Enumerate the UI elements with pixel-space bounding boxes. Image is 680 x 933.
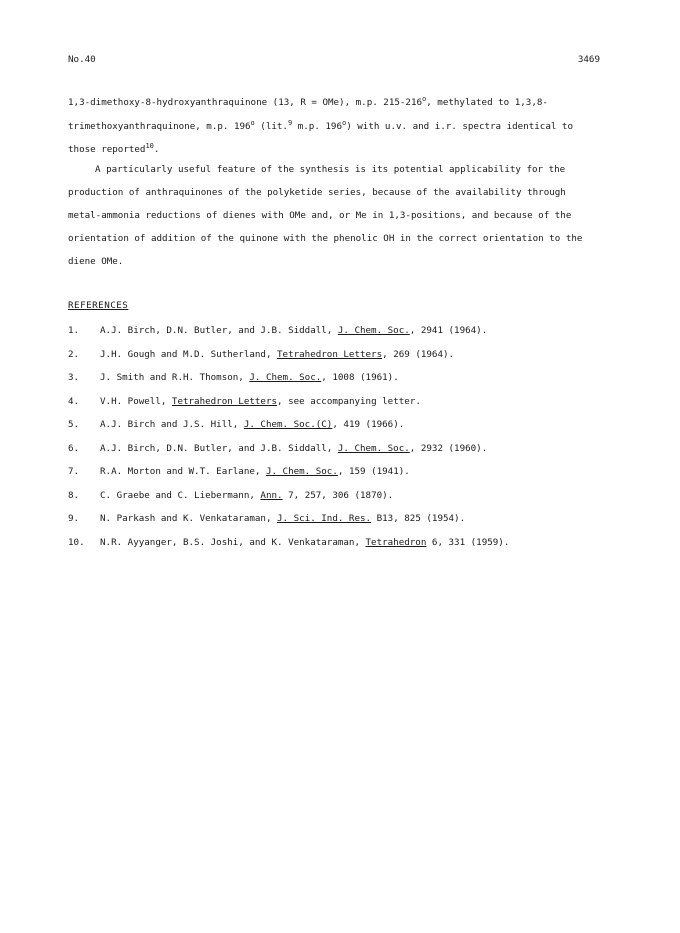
references-heading: REFERENCES [68,300,129,311]
paragraph-1-line-2 [68,118,573,132]
text-run: , methylated to 1,3,8- [426,97,548,108]
superscript: 9 [287,118,293,127]
reference-item [68,513,465,524]
reference-journal: Ann. [260,489,283,501]
paragraph-2-line-5: diene OMe. [68,256,124,267]
superscript: o [341,118,347,127]
reference-journal: J. Chem. Soc. [265,466,338,477]
reference-journal: J. Chem. Soc. [337,325,410,336]
reference-details: 6, 331 (1959). [426,536,510,548]
page-number: 3469 [577,54,600,65]
paragraph-1-line-3 [68,141,160,155]
superscript: o [250,118,255,127]
paragraph-2-line-4: orientation of addition of the quinone with the phenolic OH in the correct orientation to the [68,233,583,244]
reference-number: 1. [68,325,80,336]
reference-number: 5. [68,419,80,430]
text-run: (lit. [254,121,288,132]
superscript: o [422,94,427,103]
reference-item [68,419,404,430]
reference-authors: R.A. Morton and W.T. Earlane, [100,466,266,477]
reference-item [68,466,410,477]
reference-authors: C. Graebe and C. Liebermann, [100,489,261,501]
reference-details: 7, 257, 306 (1870). [282,489,394,501]
reference-authors: A.J. Birch, D.N. Butler, and J.B. Siddall, [100,442,338,454]
reference-number: 4. [68,395,80,407]
paragraph-2-line-3: metal-ammonia reductions of dienes with OMe and, or Me in 1,3-positions, and because of the [68,210,572,221]
reference-authors: J.H. Gough and M.D. Sutherland, [100,348,278,360]
reference-item [68,490,393,501]
superscript: 10 [145,141,154,150]
reference-details: , see accompanying letter. [277,395,421,407]
journal-issue: No.40 [68,54,96,65]
text-run: trimethoxyanthraquinone, m.p. 196 [68,121,251,132]
reference-authors: N.R. Ayyanger, B.S. Joshi, and K. Venkataraman, [100,536,366,548]
reference-details: , 159 (1941). [337,466,410,477]
reference-number: 6. [68,442,80,454]
reference-authors: J. Smith and R.H. Thomson, [100,372,250,383]
reference-item [68,325,487,336]
reference-number: 3. [68,372,80,383]
reference-details: , 1008 (1961). [321,372,399,383]
reference-item [68,443,487,454]
reference-item [68,372,399,383]
reference-journal: Tetrahedron [365,536,427,548]
reference-details: , 269 (1964). [382,348,455,360]
reference-number: 10. [68,536,85,548]
paragraph-1-line-1 [68,94,548,108]
reference-number: 2. [68,348,80,360]
reference-authors: A.J. Birch, D.N. Butler, and J.B. Siddall, [100,325,338,336]
reference-journal: J. Sci. Ind. Res. [277,513,372,524]
paragraph-2-line-1: A particularly useful feature of the synthesis is its potential applicability for the [95,164,566,175]
reference-details: B13, 825 (1954). [371,513,466,524]
reference-journal: J. Chem. Soc. [249,372,322,383]
reference-item [68,349,454,360]
text-run: those reported [68,144,146,155]
reference-number: 7. [68,466,80,477]
reference-item [68,537,509,548]
reference-journal: Tetrahedron Letters [277,348,383,360]
reference-details: , 2941 (1964). [409,325,488,336]
reference-number: 8. [68,489,80,501]
text-run: 1,3-dimethoxy-8-hydroxyanthraquinone (13, R = OMe), m.p. 215-216 [68,97,423,108]
reference-authors: A.J. Birch and J.S. Hill, [100,419,244,430]
reference-journal: Tetrahedron Letters [171,395,278,407]
reference-journal: J. Chem. Soc.(C) [243,419,333,430]
text-run: . [153,144,160,155]
paragraph-2-line-2: production of anthraquinones of the polyketide series, because of the availability through [68,187,566,198]
reference-details: , 2932 (1960). [409,442,488,454]
reference-number: 9. [68,513,80,524]
reference-authors: V.H. Powell, [100,395,172,407]
reference-details: , 419 (1966). [332,419,405,430]
reference-authors: N. Parkash and K. Venkataraman, [100,513,278,524]
reference-journal: J. Chem. Soc. [337,442,410,454]
text-run: ) with u.v. and i.r. spectra identical to [346,121,573,132]
text-run: m.p. 196 [292,121,342,132]
reference-item [68,396,421,407]
